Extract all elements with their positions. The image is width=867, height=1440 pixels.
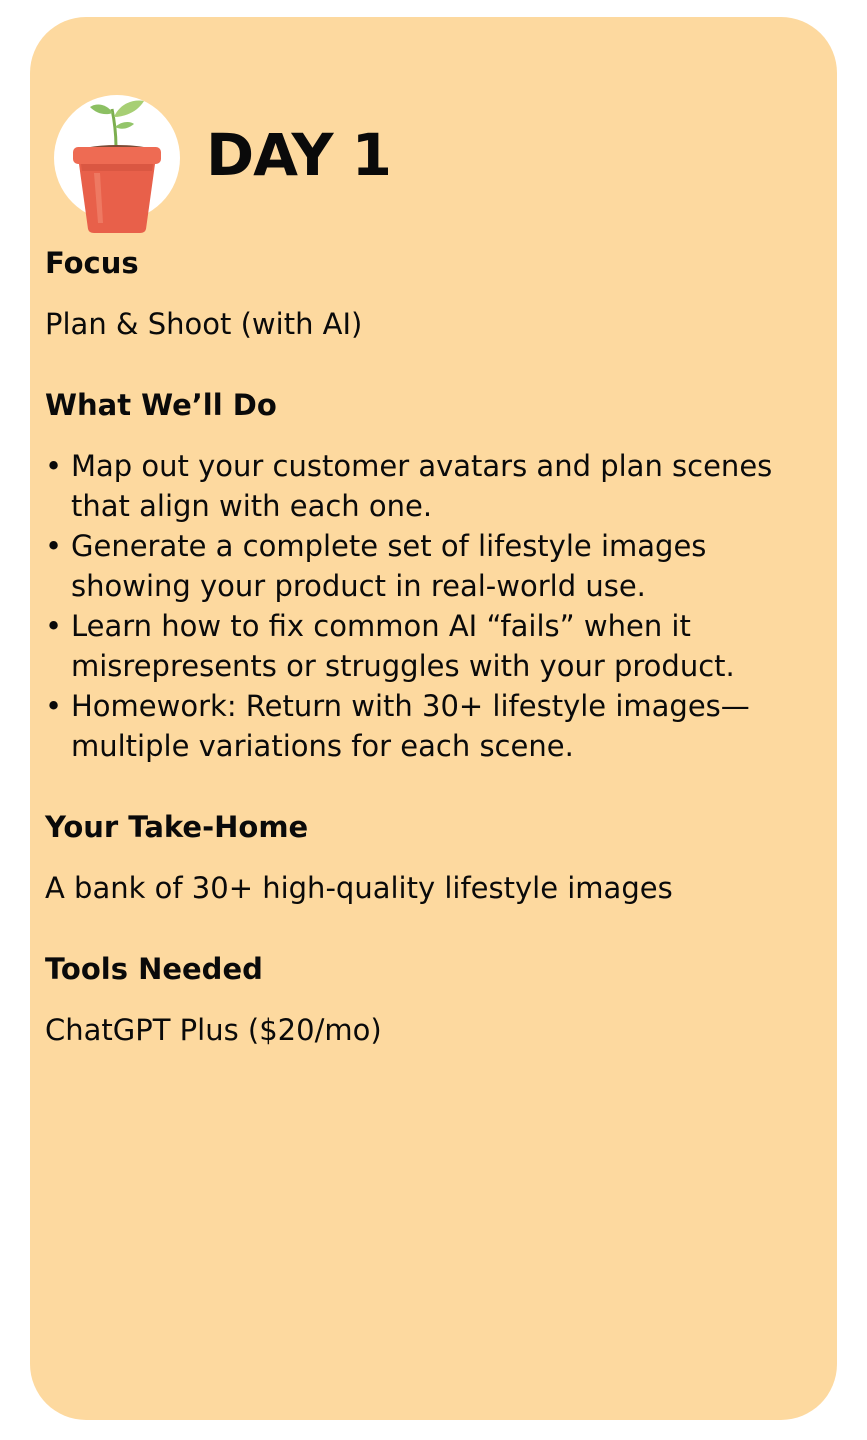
take-home-text: A bank of 30+ high-quality lifestyle images <box>45 871 673 905</box>
what-we-do-heading: What We’ll Do <box>45 388 277 422</box>
tools-heading: Tools Needed <box>45 952 263 986</box>
tools-text: ChatGPT Plus ($20/mo) <box>45 1013 382 1047</box>
list-item <box>45 526 780 606</box>
what-we-do-section <box>45 385 780 766</box>
focus-text: Plan & Shoot (with AI) <box>45 307 363 341</box>
take-home-section <box>45 807 780 908</box>
bullet-icon: • <box>45 529 63 563</box>
plant-badge <box>54 95 180 221</box>
list-item-text: Learn how to fix common AI “fails” when it misrepresents or struggles with your product. <box>71 609 735 683</box>
card-content <box>45 243 780 1050</box>
list-item <box>45 446 780 526</box>
bullet-icon: • <box>45 609 63 643</box>
list-item <box>45 606 780 686</box>
list-item <box>45 686 780 766</box>
list-item-text: Generate a complete set of lifestyle images showing your product in real-world use. <box>71 529 707 603</box>
day-title: DAY 1 <box>206 121 392 189</box>
sprout-in-pot-icon <box>54 61 180 221</box>
list-item-text: Homework: Return with 30+ lifestyle images—multiple variations for each scene. <box>71 689 750 763</box>
focus-section <box>45 243 780 344</box>
take-home-heading: Your Take-Home <box>45 810 309 844</box>
bullet-icon: • <box>45 689 63 723</box>
tools-section <box>45 949 780 1050</box>
bullet-icon: • <box>45 449 63 483</box>
focus-heading: Focus <box>45 246 139 280</box>
activity-list <box>45 446 780 766</box>
list-item-text: Map out your customer avatars and plan scenes that align with each one. <box>71 449 773 523</box>
